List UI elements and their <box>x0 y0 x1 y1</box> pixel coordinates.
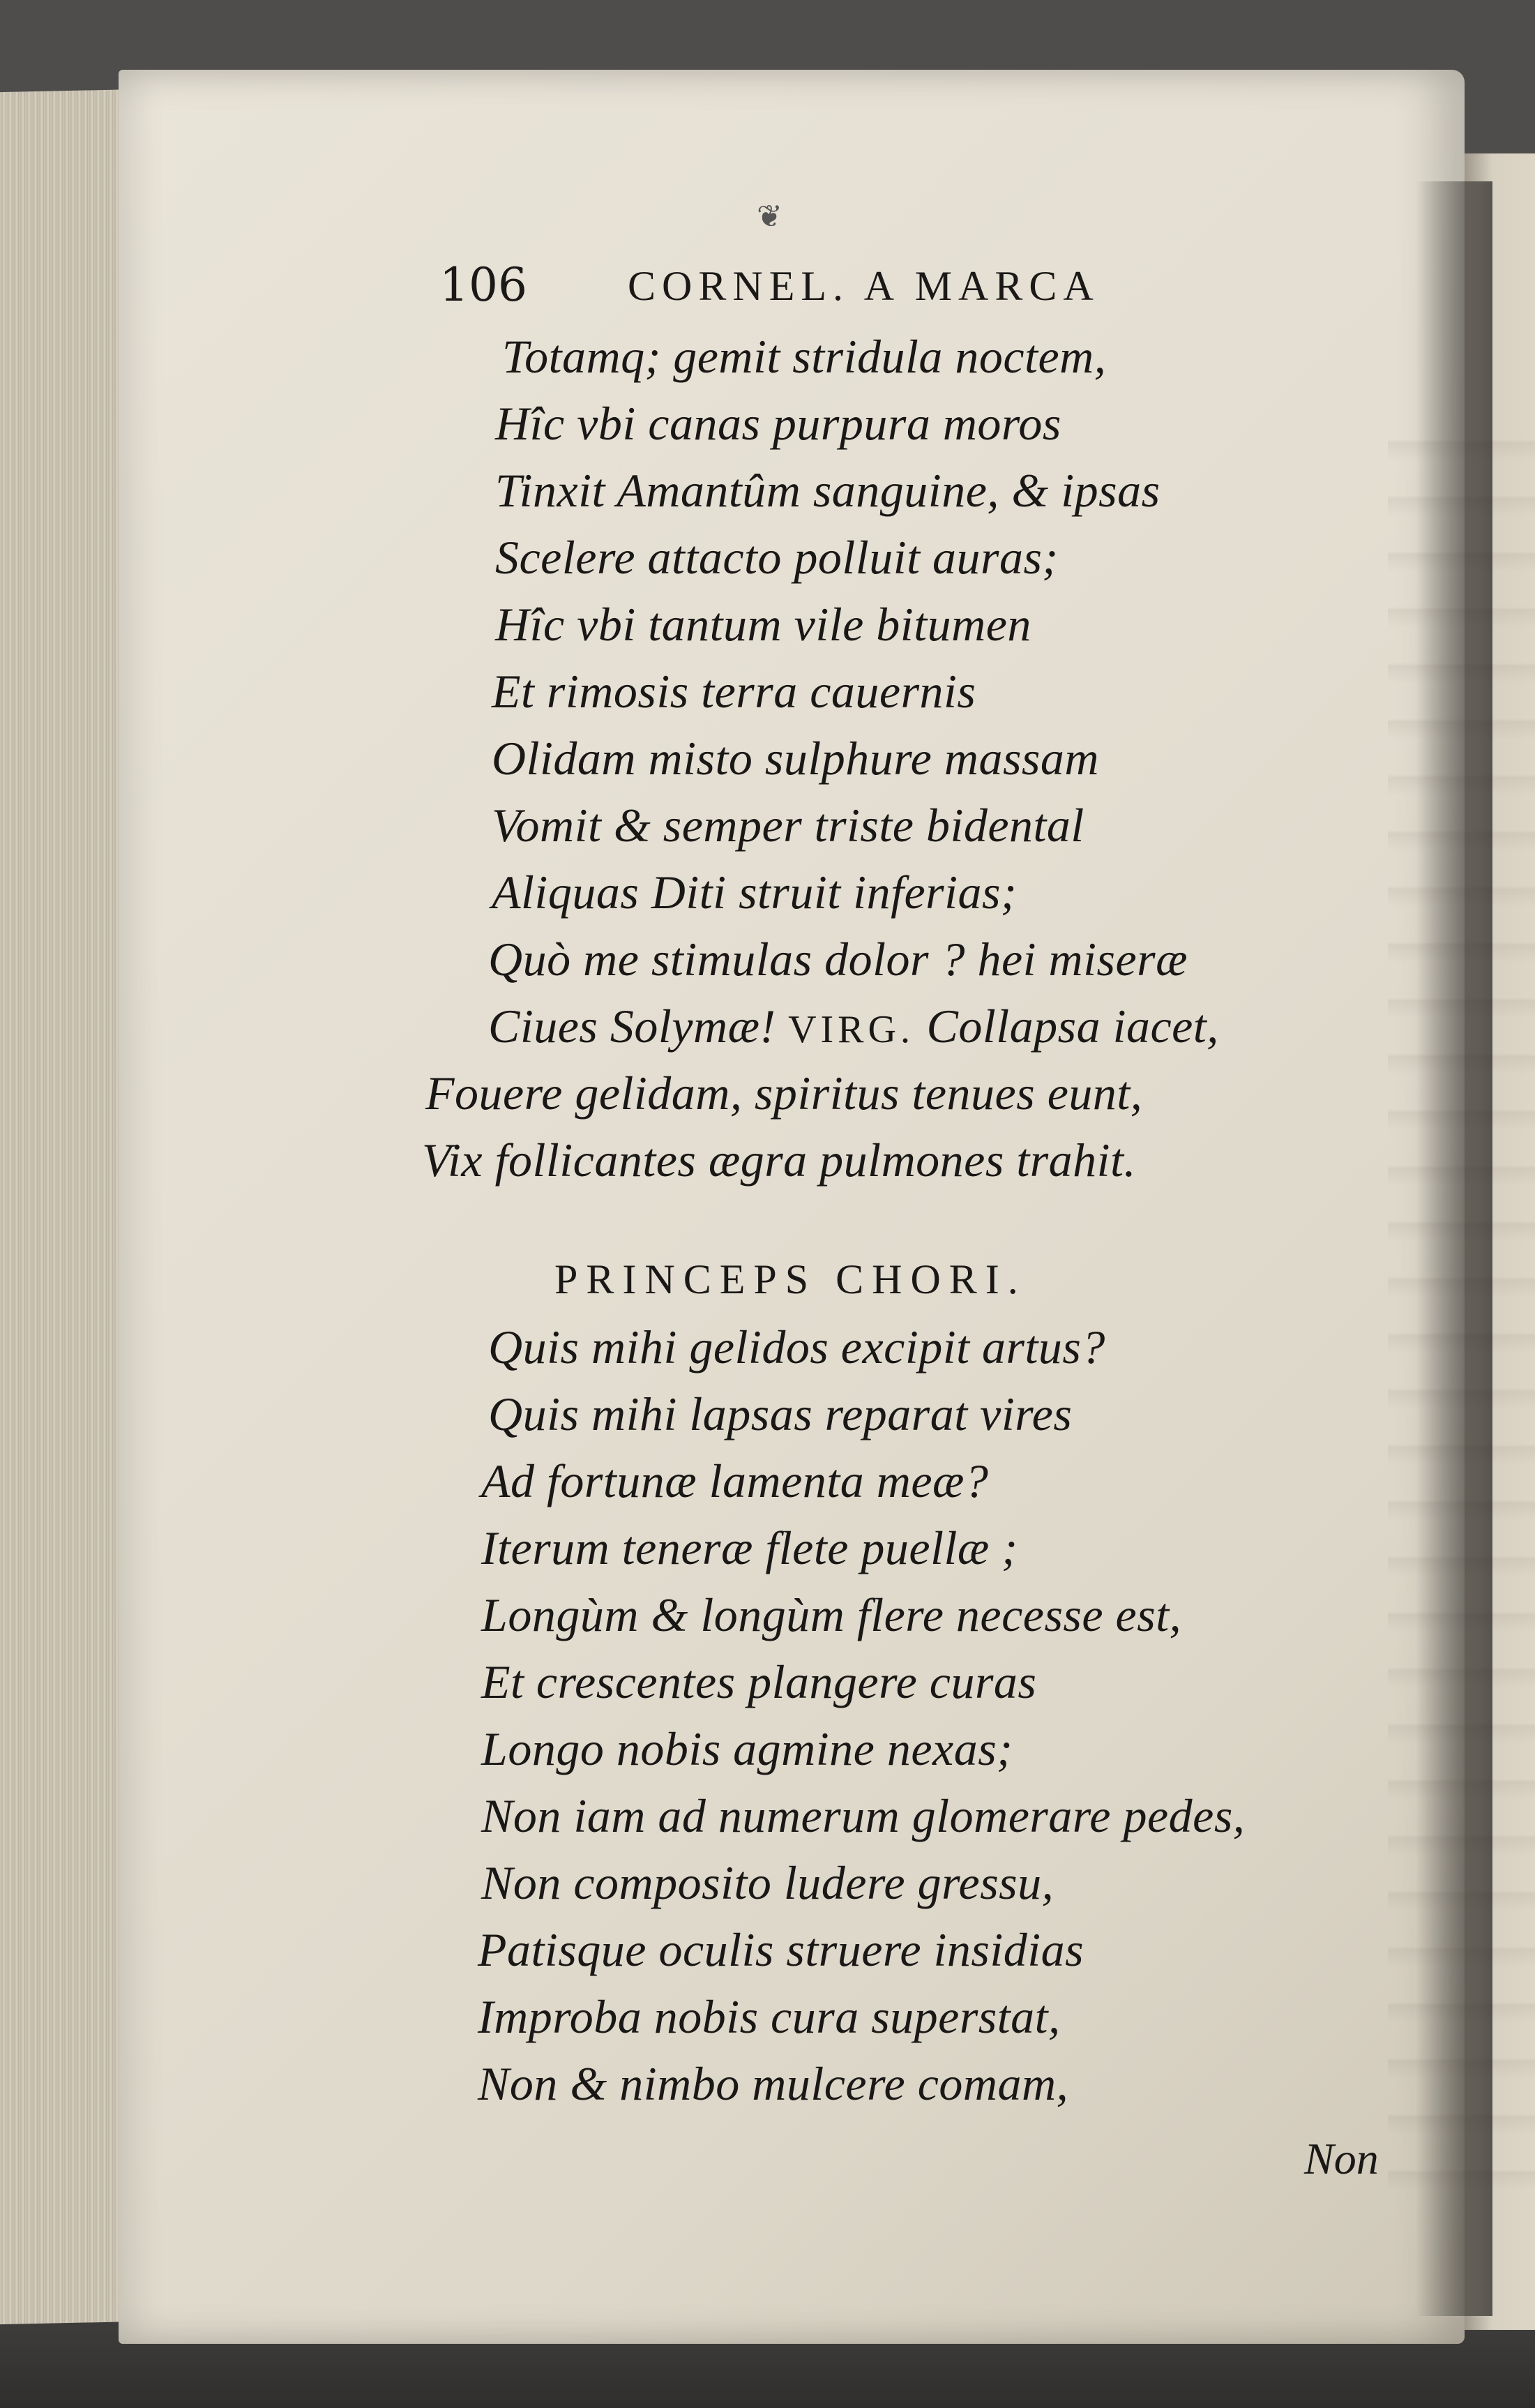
verse-line: Longùm & longùm flere necesse est, <box>481 1588 1182 1641</box>
speaker-label: VIRG. <box>788 1008 914 1051</box>
verse-line: Et crescentes plangere curas <box>481 1655 1037 1708</box>
spine-shadow <box>1416 181 1492 2316</box>
verse-line: Longo nobis agmine nexas; <box>481 1722 1013 1775</box>
verse-line: Totamq; gemit stridula noctem, <box>502 330 1107 383</box>
verse-line: Improba nobis cura superstat, <box>478 1990 1061 2043</box>
ornament-icon: ❦ <box>757 199 782 234</box>
running-head: CORNEL. A MARCA <box>628 263 1100 309</box>
verse-line: Non composito ludere gressu, <box>481 1856 1054 1909</box>
verse-line: Quis mihi lapsas reparat vires <box>488 1387 1073 1440</box>
page-number: 106 <box>439 258 527 312</box>
verse-line: Hîc vbi tantum vile bitumen <box>495 598 1031 651</box>
verse-line: Hîc vbi canas purpura moros <box>495 397 1061 450</box>
verse-line: Ad fortunæ lamenta meæ? <box>481 1454 989 1507</box>
verse-line: Et rimosis terra cauernis <box>492 665 976 718</box>
verse-line: Patisque oculis struere insidias <box>478 1923 1084 1976</box>
catchword: Non <box>1304 2134 1379 2183</box>
verse-line: Quis mihi gelidos excipit artus? <box>488 1320 1105 1374</box>
verse-text: Collapsa iacet, <box>926 1000 1219 1053</box>
verse-line: Scelere attacto polluit auras; <box>495 531 1059 584</box>
verse-line: Vix follicantes ægra pulmones trahit. <box>422 1134 1136 1187</box>
verse-line: Non & nimbo mulcere comam, <box>478 2057 1069 2110</box>
verse-line: Aliquas Diti struit inferias; <box>492 866 1018 919</box>
verse-line <box>488 999 1219 1054</box>
speaker-heading: PRINCEPS CHORI. <box>554 1256 1027 1302</box>
verse-line: Tinxit Amantûm sanguine, & ipsas <box>495 464 1160 517</box>
verse-line: Non iam ad numerum glomerare pedes, <box>481 1789 1246 1842</box>
verse-text: Ciues Solymæ! <box>488 1000 776 1053</box>
verse-line: Quò me stimulas dolor ? hei miseræ <box>488 933 1188 986</box>
verse-line: Olidam misto sulphure massam <box>492 732 1099 785</box>
verse-line: Vomit & semper triste bidental <box>492 799 1084 852</box>
verse-line: Fouere gelidam, spiritus tenues eunt, <box>425 1067 1143 1120</box>
verse-line: Iterum teneræ flete puellæ ; <box>481 1521 1018 1574</box>
page-header <box>439 258 1346 321</box>
